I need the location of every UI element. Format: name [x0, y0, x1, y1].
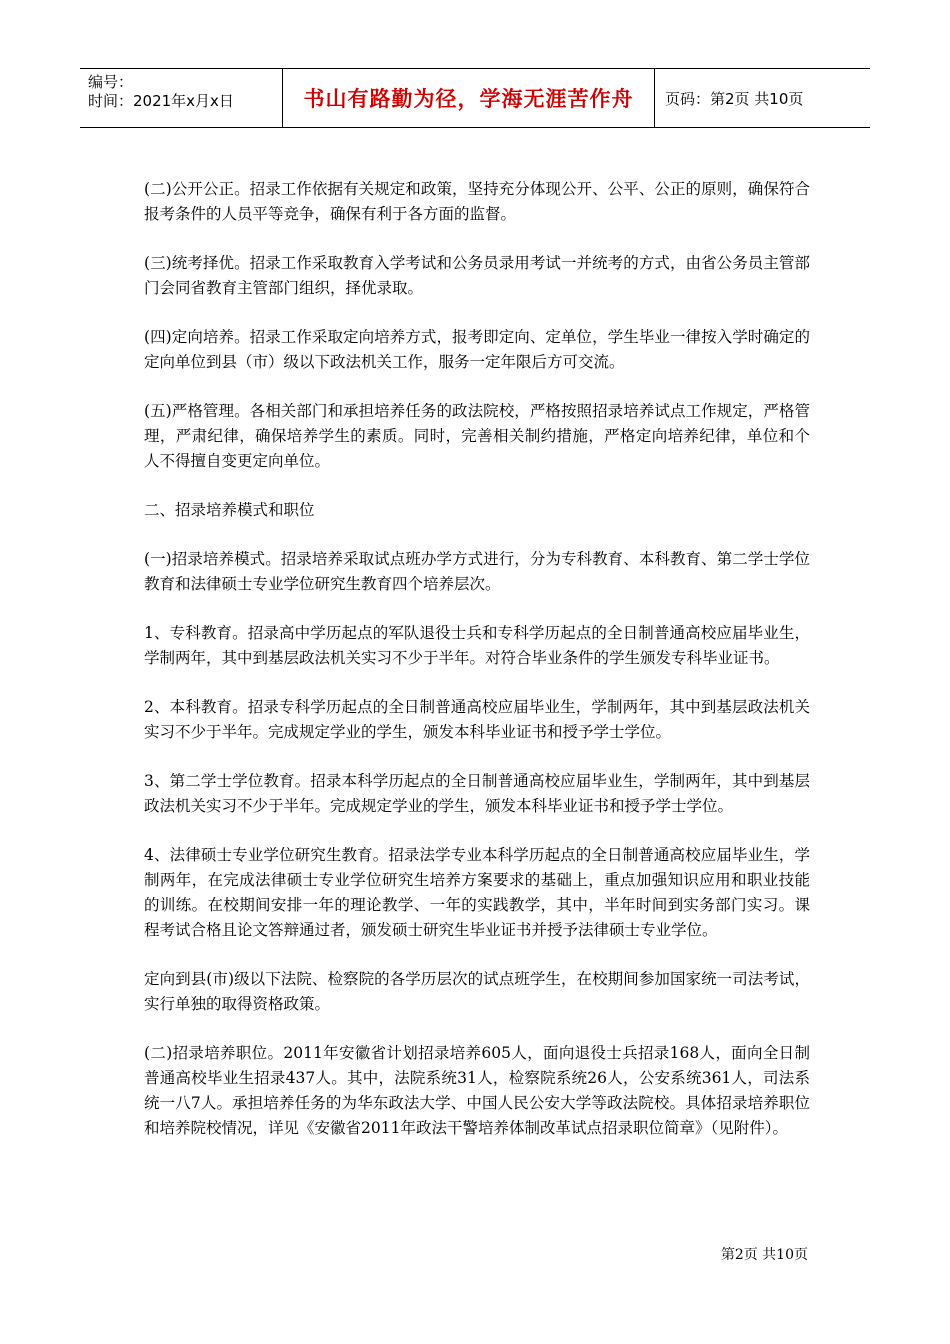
paragraph: 1、专科教育。招录高中学历起点的军队退役士兵和专科学历起点的全日制普通高校应届毕业生，学制两年，其中到基层政法机关实习不少于半年。对符合毕业条件的学生颁发专科毕业证书。 [144, 624, 810, 667]
document-date: 时间：2021年x月x日 [88, 92, 234, 110]
header-page-info: 页码：第2页 共10页 [665, 89, 804, 108]
document-body [144, 177, 810, 1165]
section-heading: 二、招录培养模式和职位 [144, 501, 315, 519]
header-motto-cell [282, 69, 655, 127]
page-footer [721, 1244, 808, 1264]
header-left-cell [80, 69, 282, 127]
document-number-label: 编号： [88, 73, 134, 91]
page-header [80, 68, 870, 128]
paragraph: 2、本科教育。招录专科学历起点的全日制普通高校应届毕业生，学制两年，其中到基层政法机关实习不少于半年。完成规定学业的学生，颁发本科毕业证书和授予学士学位。 [144, 698, 810, 741]
paragraph: (二)招录培养职位。2011年安徽省计划招录培养605人，面向退役士兵招录168人，面向全日制普通高校毕业生招录437人。其中，法院系统31人，检察院系统26人，公安系统361人，司法系统一八7人。承担培养任务的为华东政法大学、中国人民公安大学等政法院校。具体招录培养职位和培养院校情况，详见《安徽省2011年政法干警培养体制改革试点招录职位简章》（见附件）。 [144, 1044, 810, 1137]
paragraph: 定向到县(市)级以下法院、检察院的各学历层次的试点班学生，在校期间参加国家统一司法考试，实行单独的取得资格政策。 [144, 970, 810, 1013]
header-page-cell [655, 69, 870, 127]
paragraph: (五)严格管理。各相关部门和承担培养任务的政法院校，严格按照招录培养试点工作规定，严格管理，严肃纪律，确保培养学生的素质。同时，完善相关制约措施，严格定向培养纪律，单位和个人不得擅自变更定向单位。 [144, 402, 810, 470]
paragraph: (三)统考择优。招录工作采取教育入学考试和公务员录用考试一并统考的方式，由省公务员主管部门会同省教育主管部门组织，择优录取。 [144, 254, 810, 297]
paragraph: (一)招录培养模式。招录培养采取试点班办学方式进行，分为专科教育、本科教育、第二学士学位教育和法律硕士专业学位研究生教育四个培养层次。 [144, 550, 810, 593]
paragraph: (二)公开公正。招录工作依据有关规定和政策，坚持充分体现公开、公平、公正的原则，确保符合报考条件的人员平等竞争，确保有利于各方面的监督。 [144, 180, 810, 223]
footer-page-number: 第2页 共10页 [720, 1247, 808, 1263]
header-motto: 书山有路勤为径，学海无涯苦作舟 [303, 87, 634, 111]
paragraph: 3、第二学士学位教育。招录本科学历起点的全日制普通高校应届毕业生，学制两年，其中到基层政法机关实习不少于半年。完成规定学业的学生，颁发本科毕业证书和授予学士学位。 [144, 772, 810, 815]
paragraph: (四)定向培养。招录工作采取定向培养方式，报考即定向、定单位，学生毕业一律按入学时确定的定向单位到县（市）级以下政法机关工作，服务一定年限后方可交流。 [144, 328, 810, 371]
paragraph: 4、法律硕士专业学位研究生教育。招录法学专业本科学历起点的全日制普通高校应届毕业生，学制两年，在完成法律硕士专业学位研究生培养方案要求的基础上，重点加强知识应用和职业技能的训练。在校期间安排一年的理论教学、一年的实践教学，其中，半年时间到实务部门实习。课程考试合格且论文答辩通过者，颁发硕士研究生毕业证书并授予法律硕士专业学位。 [144, 846, 810, 939]
